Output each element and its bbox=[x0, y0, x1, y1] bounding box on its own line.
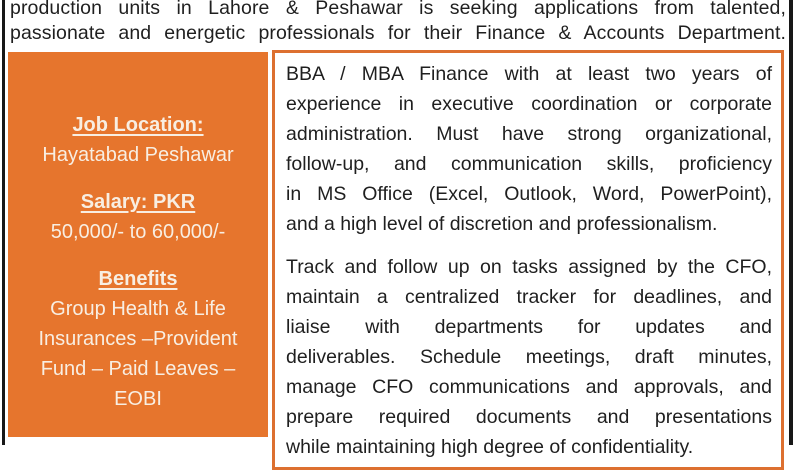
text-line: maintain a centralized tracker for deadlines, and bbox=[286, 286, 772, 308]
benefits-value bbox=[8, 294, 268, 414]
job-location-section bbox=[8, 110, 268, 170]
responsibilities-paragraph bbox=[286, 252, 772, 462]
salary-section bbox=[8, 187, 268, 247]
text-line: BBA / MBA Finance with at least two years of bbox=[286, 63, 772, 85]
text-line: EOBI bbox=[114, 388, 162, 410]
text-line: passionate and energetic professionals for their Finance & Accounts Department. bbox=[10, 22, 786, 44]
job-location-heading: Job Location: bbox=[72, 114, 204, 136]
page-border-right bbox=[789, 0, 793, 445]
text-line: liaise with departments for updates and bbox=[286, 316, 772, 338]
text-line: deliverables. Schedule meetings, draft minutes, bbox=[286, 346, 772, 368]
page-border-left bbox=[2, 0, 5, 445]
benefits-heading: Benefits bbox=[98, 268, 178, 290]
text-line: Insurances –Provident bbox=[38, 328, 238, 350]
salary-value bbox=[8, 217, 268, 247]
salary-heading: Salary: PKR bbox=[80, 191, 196, 213]
intro-text bbox=[10, 0, 786, 46]
text-line: in MS Office (Excel, Outlook, Word, PowerPoint), bbox=[286, 183, 772, 205]
text-line: 50,000/- to 60,000/- bbox=[50, 221, 226, 243]
text-line: administration. Must have strong organizational, bbox=[286, 123, 772, 145]
text-line: prepare required documents and presentations bbox=[286, 406, 772, 428]
text-line: Group Health & Life bbox=[50, 298, 226, 320]
benefits-section bbox=[8, 264, 268, 414]
text-line: and a high level of discretion and professionalism. bbox=[286, 213, 718, 235]
text-line: experience in executive coordination or corporate bbox=[286, 93, 772, 115]
job-location-value bbox=[8, 140, 268, 170]
text-line: Track and follow up on tasks assigned by the CFO, bbox=[286, 256, 772, 278]
text-line: follow-up, and communication skills, proficiency bbox=[286, 153, 772, 175]
job-summary-sidebar bbox=[8, 52, 268, 437]
text-line: Fund – Paid Leaves – bbox=[40, 358, 236, 380]
text-line: production units in Lahore & Peshawar is seeking applications from talented, bbox=[10, 0, 786, 19]
text-line: Hayatabad Peshawar bbox=[42, 144, 234, 166]
job-description-panel bbox=[272, 50, 784, 470]
text-line: while maintaining high degree of confidentiality. bbox=[286, 436, 694, 458]
text-line: manage CFO communications and approvals, and bbox=[286, 376, 772, 398]
requirements-paragraph bbox=[286, 59, 772, 239]
